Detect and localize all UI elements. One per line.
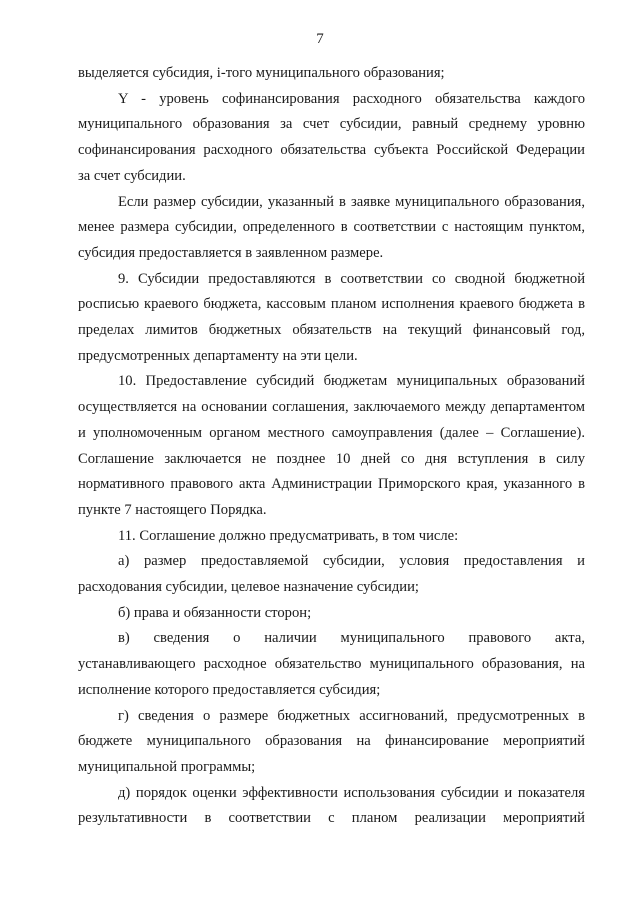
document-body — [78, 61, 585, 832]
text-line: выделяется субсидия, i-того муниципального образования; — [78, 65, 445, 81]
text-line: и уполномоченным органом местного самоуправления (далее – Соглашение). — [78, 424, 585, 441]
text-line: Соглашение заключается не позднее 10 дней со дня вступления в силу — [78, 450, 585, 467]
text-line: софинансирования расходного обязательства субъекта Российской Федерации — [78, 142, 585, 159]
text-line: пределах лимитов бюджетных обязательств на текущий финансовый год, — [78, 322, 585, 339]
text-line: д) порядок оценки эффективности использования субсидии и показателя — [118, 784, 585, 801]
paragraph-subitem-d — [78, 781, 585, 832]
text-line: менее размера субсидии, определенного в соответствии с настоящим пунктом, — [78, 219, 585, 236]
text-line: муниципальной программы; — [78, 758, 256, 775]
text-line: пункте 7 настоящего Порядка. — [78, 501, 267, 518]
text-line: Если размер субсидии, указанный в заявке муниципального образования, — [118, 193, 585, 210]
text-line: росписью краевого бюджета, кассовым планом исполнения краевого бюджета в — [78, 296, 585, 313]
paragraph-subitem-v — [78, 626, 585, 703]
paragraph-y-definition — [78, 87, 585, 190]
paragraph-subitem-g — [78, 704, 585, 781]
text-line: бюджете муниципального образования на финансирование мероприятий — [78, 733, 585, 750]
paragraph-subitem-b — [78, 601, 585, 627]
paragraph-subitem-a — [78, 549, 585, 600]
text-line: б) права и обязанности сторон; — [118, 604, 312, 621]
text-line: а) размер предоставляемой субсидии, условия предоставления и — [118, 553, 585, 570]
text-line: муниципального образования за счет субсидии, равный среднему уровню — [78, 116, 585, 133]
text-line: нормативного правового акта Администрации Приморского края, указанного в — [78, 476, 585, 493]
text-line: результативности в соответствии с планом реализации мероприятий — [78, 810, 585, 827]
paragraph-item-10 — [78, 369, 585, 523]
text-line: Y - уровень софинансирования расходного обязательства каждого — [118, 90, 585, 107]
text-line: за счет субсидии. — [78, 167, 186, 184]
text-line: осуществляется на основании соглашения, заключаемого между департаментом — [78, 399, 585, 416]
text-line: 9. Субсидии предоставляются в соответствии со сводной бюджетной — [118, 270, 585, 287]
paragraph-item-11 — [78, 524, 585, 550]
paragraph-continuation — [78, 61, 585, 87]
text-line: устанавливающего расходное обязательство муниципального образования, на — [78, 656, 585, 673]
paragraph-item-9 — [78, 267, 585, 370]
text-line: 11. Соглашение должно предусматривать, в том числе: — [118, 527, 459, 544]
text-line: исполнение которого предоставляется субсидия; — [78, 681, 381, 698]
text-line: 10. Предоставление субсидий бюджетам муниципальных образований — [118, 373, 585, 390]
paragraph-subsidy-size — [78, 190, 585, 267]
text-line: предусмотренных департаменту на эти цели. — [78, 347, 358, 364]
page-number: 7 — [316, 31, 324, 47]
text-line: в) сведения о наличии муниципального правового акта, — [118, 630, 585, 647]
text-line: расходования субсидии, целевое назначение субсидии; — [78, 579, 419, 596]
text-line: субсидия предоставляется в заявленном размере. — [78, 244, 384, 261]
text-line: г) сведения о размере бюджетных ассигнований, предусмотренных в — [118, 707, 585, 724]
